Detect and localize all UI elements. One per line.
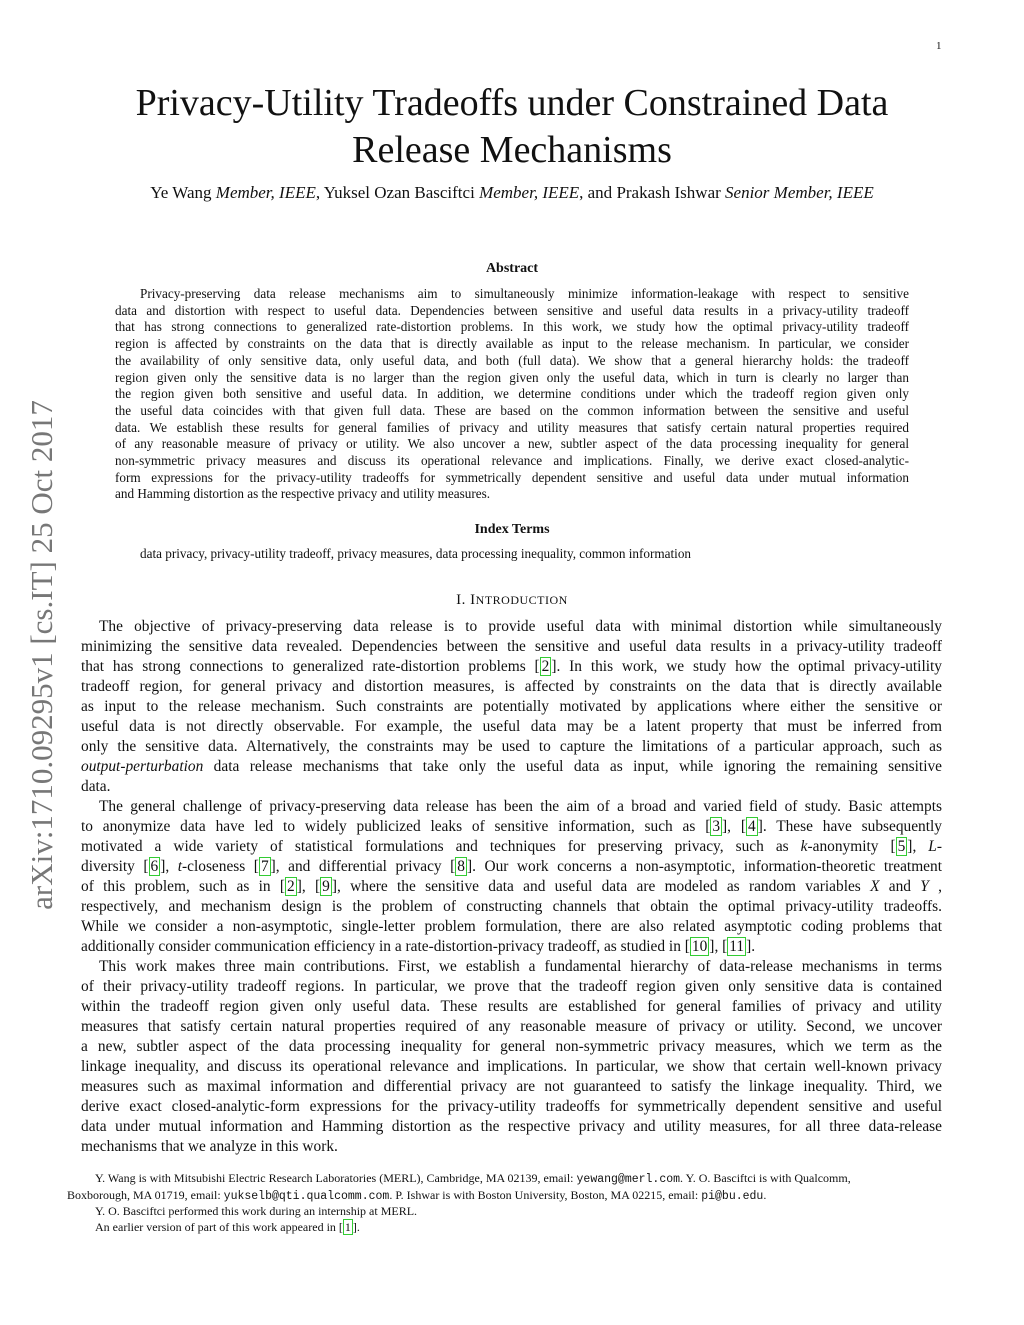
abstract-line: the useful data coincides with that given full data. These are based on the common information between the sensitive and useful	[115, 402, 909, 418]
intro-paragraph-line: motivated a wide variety of statistical formulations and techniques for preserving privacy, such as k-anonymity [ 5 ], L-	[81, 838, 942, 855]
citation-link[interactable]: 2	[541, 658, 550, 675]
citation-link[interactable]: 7	[260, 858, 269, 875]
intro-paragraph-line: measures that satisfy certain natural properties required of any reasonable measure of privacy or utility. Second, we uncover	[81, 1018, 942, 1035]
intro-paragraph-line: data.	[81, 778, 111, 795]
intro-paragraph-line: to anonymize data have led to widely publicized leaks of sensitive information, such as [ 3 ], [ 4 ]. These have subsequently	[81, 818, 943, 835]
footnotes	[67, 1171, 942, 1235]
section-number: I.	[456, 592, 466, 608]
abstract-body	[115, 286, 909, 503]
intro-paragraph-line: that has strong connections to generalized rate-distortion problems [ 2 ]. In this work, we study how the optimal privacy-utility	[81, 658, 942, 675]
citation-link[interactable]: 1	[344, 1219, 351, 1234]
footnote-affiliations	[67, 1171, 942, 1204]
intro-paragraph-line: While we consider a non-asymptotic, single-letter problem formulation, there are also related asymptotic coding problems that	[81, 918, 942, 935]
intro-paragraph-line: tradeoff region, for general privacy and distortion measures, is affected by constraints on the data that is directly available	[81, 678, 942, 695]
intro-paragraph-line: measures such as maximal information and differential privacy are not guaranteed to satisfy the linkage inequality. Third, we	[81, 1078, 942, 1095]
intro-paragraph-line: only the sensitive data. Alternatively, the constraints may be used to capture the limitations of a particular approach, such as	[81, 738, 942, 755]
abstract-heading: Abstract	[485, 261, 539, 276]
intro-paragraph-line: a new, subtler aspect of the data processing inequality for general non-symmetric privacy measures, which we term as the	[81, 1038, 942, 1055]
abstract-line: data. We establish these results for general families of privacy and utility measures that satisfy certain natural properties required	[115, 419, 909, 435]
intro-paragraph-line: as input to the release mechanism. Such constraints are potentially motivated by applications where either the sensitive or	[81, 698, 942, 715]
italic-term: output-perturbation	[81, 758, 204, 775]
intro-paragraph-line: of their privacy-utility tradeoff regions. In particular, we prove that the tradeoff region given only sensitive data is contained	[81, 978, 942, 995]
abstract-line: non-symmetric privacy measures and discuss its operational relevance and implications. Finally, we derive exact closed-analytic-	[115, 453, 909, 469]
abstract-line: region is affected by constraints on the data that is directly available as input to the release mechanism. In particular, we consider	[115, 336, 909, 352]
intro-paragraph-line: output-perturbation data release mechanisms that take only the useful data as input, while ignoring the remaining sensitive	[81, 758, 942, 775]
intro-paragraph-line: respectively, and mechanism design is the problem of constructing channels that obtain the optimal privacy-utility tradeoffs.	[81, 898, 942, 915]
italic-term: k	[800, 838, 808, 855]
author-list: Ye Wang Member, IEEE, Yuksel Ozan Basciftci Member, IEEE, and Prakash Ishwar Senior Member, IEEE	[150, 183, 874, 202]
abstract-line: and Hamming distortion as the respective privacy and utility measures.	[115, 486, 491, 502]
abstract-line: Privacy-preserving data release mechanisms aim to simultaneously minimize information-leakage with respect to sensitive	[140, 286, 909, 301]
intro-paragraph-line: within the tradeoff region given only useful data. These results are established for general families of privacy and utility	[81, 998, 942, 1015]
abstract-line: of any reasonable measure of privacy or utility. We also uncover a new, subtler aspect of the data processing inequality for general	[115, 436, 909, 452]
footnote-text: Y. Wang is with Mitsubishi Electric Research Laboratories (MERL), Cambridge, MA 02139, email:	[95, 1171, 577, 1185]
intro-paragraph-line: mechanisms that we analyze in this work.	[81, 1138, 338, 1155]
author-role: Member, IEEE	[479, 183, 580, 202]
italic-term: X	[870, 878, 880, 895]
intro-paragraph-line: minimizing the sensitive data revealed. Dependencies between the sensitive and useful data results in a privacy-utility tradeoff	[81, 638, 942, 655]
title-line: Privacy-Utility Tradeoffs under Constrained Data	[135, 82, 889, 124]
intro-paragraph-line: diversity [ 6 ], t-closeness [ 7 ], and differential privacy [ 8 ]. Our work concerns a non-asymptotic, information-theoretic treatment	[81, 858, 942, 875]
authors-and: , and	[579, 183, 617, 202]
intro-paragraph-line: derive exact closed-analytic-form expressions for the privacy-utility tradeoffs for symmetrically dependent sensitive and useful	[81, 1098, 942, 1115]
arxiv-stamp: arXiv:1710.09295v1 [cs.IT] 25 Oct 2017	[24, 400, 59, 910]
intro-paragraph-line: This work makes three main contributions. First, we establish a fundamental hierarchy of data-release mechanisms in terms	[99, 958, 942, 975]
email-link[interactable]: yewang@merl.com	[576, 1173, 681, 1186]
section-first-letter: I	[470, 592, 476, 608]
section-heading	[0, 592, 1024, 609]
intro-paragraph-line: additionally consider communication efficiency in a rate-distortion-privacy tradeoff, as studied in [ 10 ], [ 11 ].	[81, 938, 756, 955]
footnote-text: Boxborough, MA 01719, email:	[67, 1187, 224, 1202]
footnote-text: .	[763, 1187, 767, 1202]
citation-link[interactable]: 5	[897, 838, 906, 855]
abstract-line: region given only the sensitive data is no larger than the region given only the useful data, which in turn is clearly no larger than	[115, 369, 909, 385]
section-title-rest: NTRODUCTION	[475, 593, 568, 607]
citation-link[interactable]: 11	[729, 938, 745, 955]
italic-term: L	[928, 838, 937, 855]
index-terms-heading: Index Terms	[474, 522, 550, 537]
email-link[interactable]: yukselb@qti.qualcomm.com	[223, 1189, 390, 1203]
index-terms: data privacy, privacy-utility tradeoff, privacy measures, data processing inequality, common information	[140, 546, 692, 561]
footnote-text: An earlier version of part of this work appeared in	[95, 1219, 339, 1234]
footnote-internship: Y. O. Basciftci performed this work during an internship at MERL.	[95, 1204, 418, 1218]
author-role: Senior Member, IEEE	[725, 183, 874, 202]
author-name: Yuksel Ozan Basciftci	[323, 183, 475, 202]
footnote-text: . Y. O. Basciftci is with Qualcomm,	[680, 1171, 851, 1185]
citation-link[interactable]: 6	[150, 858, 159, 875]
intro-paragraph-line: data under mutual information and Hamming distortion as the respective privacy and utility measures, for all three data-release	[81, 1118, 942, 1135]
paper-title	[0, 80, 1024, 174]
citation-link[interactable]: 4	[747, 818, 756, 835]
email-link[interactable]: pi@bu.edu	[701, 1189, 764, 1203]
author-name: Prakash Ishwar	[616, 183, 721, 202]
title-line: Release Mechanisms	[352, 129, 672, 171]
italic-term: t	[177, 858, 183, 875]
citation-link[interactable]: 2	[287, 878, 295, 895]
page-number: 1	[936, 40, 942, 52]
footnote-earlier-version: An earlier version of part of this work appeared in [ 1 ].	[95, 1219, 360, 1234]
author-name: Ye Wang	[150, 183, 212, 202]
abstract-line: the availability of only sensitive data, only useful data, and both (full data). We show that a general hierarchy holds: the tradeoff	[115, 352, 909, 368]
abstract-line: the region given both sensitive and useful data. In addition, we determine conditions under which the tradeoff region given only	[115, 386, 909, 402]
introduction-body	[81, 617, 942, 1157]
footnote-text: . P. Ishwar is with Boston University, Boston, MA 02215, email:	[389, 1187, 702, 1202]
citation-link[interactable]: 3	[712, 818, 721, 835]
citation-link[interactable]: 8	[457, 858, 465, 875]
intro-paragraph-line: linkage inequality, and discuss its operational relevance and implications. In particular, we show that certain well-known privacy	[81, 1058, 942, 1075]
intro-paragraph-line: of this problem, such as in [ 2 ], [ 9 ], where the sensitive data and useful data are modeled as random variables X and Y ,	[81, 878, 942, 895]
abstract-line: that has strong connections to generalized rate-distortion problems. In this work, we study how the optimal privacy-utility tradeoff	[115, 319, 909, 335]
abstract-line: data and distortion with respect to useful data. Dependencies between sensitive and useful data results in a privacy-utility tradeoff	[115, 302, 909, 318]
italic-term: Y	[920, 878, 929, 895]
intro-paragraph-line: The general challenge of privacy-preserving data release has been the aim of a broad and varied field of study. Basic attempts	[99, 798, 942, 815]
footnote-text: .	[356, 1219, 360, 1234]
intro-paragraph-line: The objective of privacy-preserving data release is to provide useful data with minimal distortion while simultaneously	[99, 618, 942, 635]
citation-link[interactable]: 10	[691, 938, 708, 955]
citation-link[interactable]: 9	[322, 878, 330, 895]
author-role: Member, IEEE	[215, 183, 316, 202]
intro-paragraph-line: useful data is not directly observable. For example, the useful data may be a latent property that must be inferred from	[81, 718, 942, 735]
abstract-line: form expressions for the privacy-utility tradeoffs for symmetrically dependent sensitive and useful data under mutual information	[115, 469, 909, 485]
